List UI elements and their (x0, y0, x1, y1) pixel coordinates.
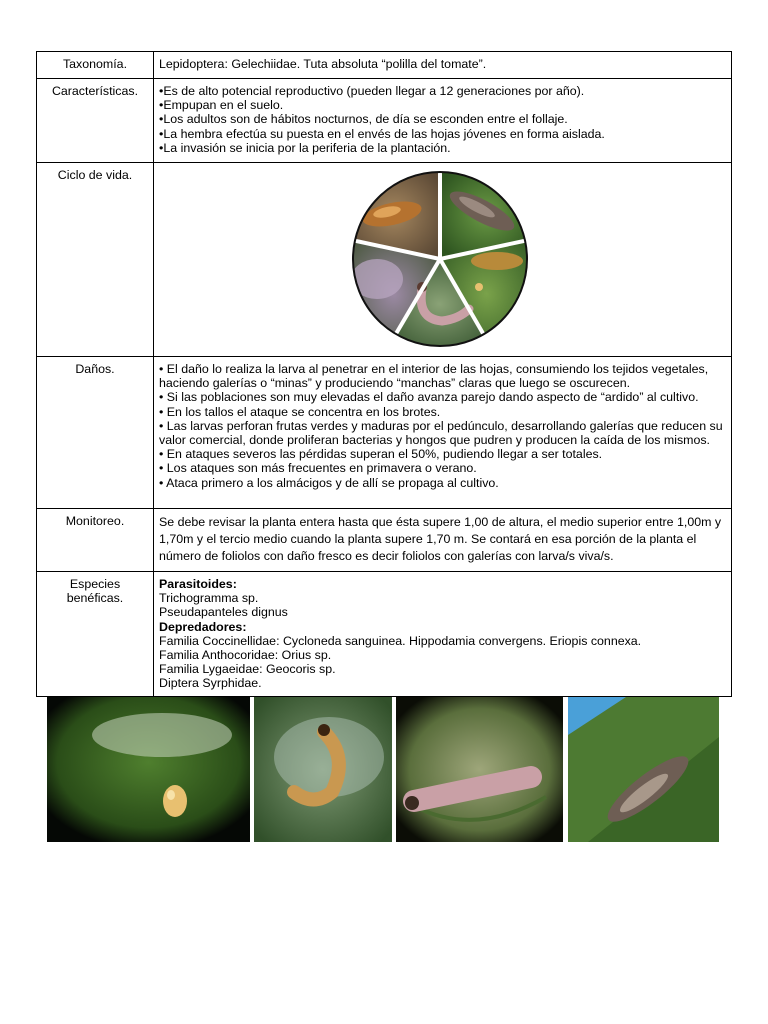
label-monitoreo: Monitoreo. (65, 514, 125, 528)
label-especies-2: benéficas. (66, 591, 124, 606)
dano-item: • Las larvas perforan frutas verdes y maduras por el pedúnculo, desarrollando galerías que reducen su valor comercial, donde proliferan bacterias y hongos que pudren y producen la caída de los mismos. (159, 418, 723, 448)
photo-strip (0, 697, 768, 845)
dano-item: • En los tallos el ataque se concentra en los brotes. (159, 404, 441, 419)
caracteristica-item: •Empupan en el suelo. (159, 98, 284, 113)
row-taxonomia (37, 52, 732, 79)
depredador-item: Diptera Syrphidae. (159, 676, 262, 691)
leaf-damage-icon (351, 259, 403, 299)
parasitoides-heading: Parasitoides: (159, 577, 237, 591)
row-caracteristicas (37, 79, 732, 163)
mature-larva-photo (396, 697, 563, 842)
label-especies-1: Especies (69, 577, 121, 591)
life-cycle-wheel (347, 169, 533, 349)
caracteristica-item: •Los adultos son de hábitos nocturnos, de día se esconden entre el follaje. (159, 112, 568, 127)
egg-icon (163, 785, 187, 817)
dano-item: • Los ataques son más frecuentes en primavera o verano. (159, 461, 477, 476)
info-table (36, 51, 732, 697)
egg-photo (47, 697, 250, 842)
dano-item: • Ataca primero a los almácigos y de allí se propaga al cultivo. (159, 475, 499, 490)
depredador-item: Familia Coccinellidae: Cycloneda sanguinea. Hippodamia convergens. Eriopis connexa. (159, 633, 642, 648)
parasitoide-item: Pseudapanteles dignus (159, 605, 288, 620)
label-danos: Daños. (75, 362, 115, 376)
row-danos (37, 357, 732, 509)
label-caracteristicas: Características. (51, 84, 139, 98)
dano-item: • El daño lo realiza la larva al penetrar en el interior de las hojas, consumiendo los tejidos vegetales, haciendo galerías o “minas” y produciendo “manchas” claras que luego se oscurecen. (159, 362, 709, 391)
label-ciclo: Ciclo de vida. (57, 168, 133, 182)
monitoreo-text: Se debe revisar la planta entera hasta que ésta supere 1,00 de altura, el medio superior entre 1,00m y 1,70m y el tercio medio cuando la planta supere 1,70 m. Se contará en esa porción de la planta el número de foliolos con daño fresco es decir foliolos con galerías con larva/s viva/s. (159, 515, 722, 563)
depredador-item: Familia Lygaeidae: Geocoris sp. (159, 662, 336, 677)
caracteristica-item: •Es de alto potencial reproductivo (pueden llegar a 12 generaciones por año). (159, 84, 585, 98)
depredadores-heading: Depredadores: (159, 619, 247, 634)
parasitoide-item: Trichogramma sp. (159, 591, 259, 606)
row-ciclo (37, 163, 732, 357)
row-especies (37, 572, 732, 697)
adult-moth-photo (568, 697, 719, 842)
taxonomia-text: Lepidoptera: Gelechiidae. Tuta absoluta “polilla del tomate”. (159, 57, 487, 71)
row-monitoreo (37, 509, 732, 572)
dano-item: • Si las poblaciones son muy elevadas el daño avanza parejo dando aspecto de “ardido” al cultivo. (159, 390, 699, 405)
depredador-item: Familia Anthocoridae: Orius sp. (159, 648, 332, 663)
caracteristica-item: •La hembra efectúa su puesta en el envés de las hojas jóvenes en forma aislada. (159, 126, 605, 141)
dano-item: • En ataques severos las pérdidas superan el 50%, pudiendo llegar a ser totales. (159, 447, 603, 462)
egg-icon (471, 252, 523, 270)
caracteristica-item: •La invasión se inicia por la periferia de la plantación. (159, 140, 451, 155)
young-larva-photo (254, 697, 392, 842)
label-taxonomia: Taxonomía. (62, 57, 128, 71)
